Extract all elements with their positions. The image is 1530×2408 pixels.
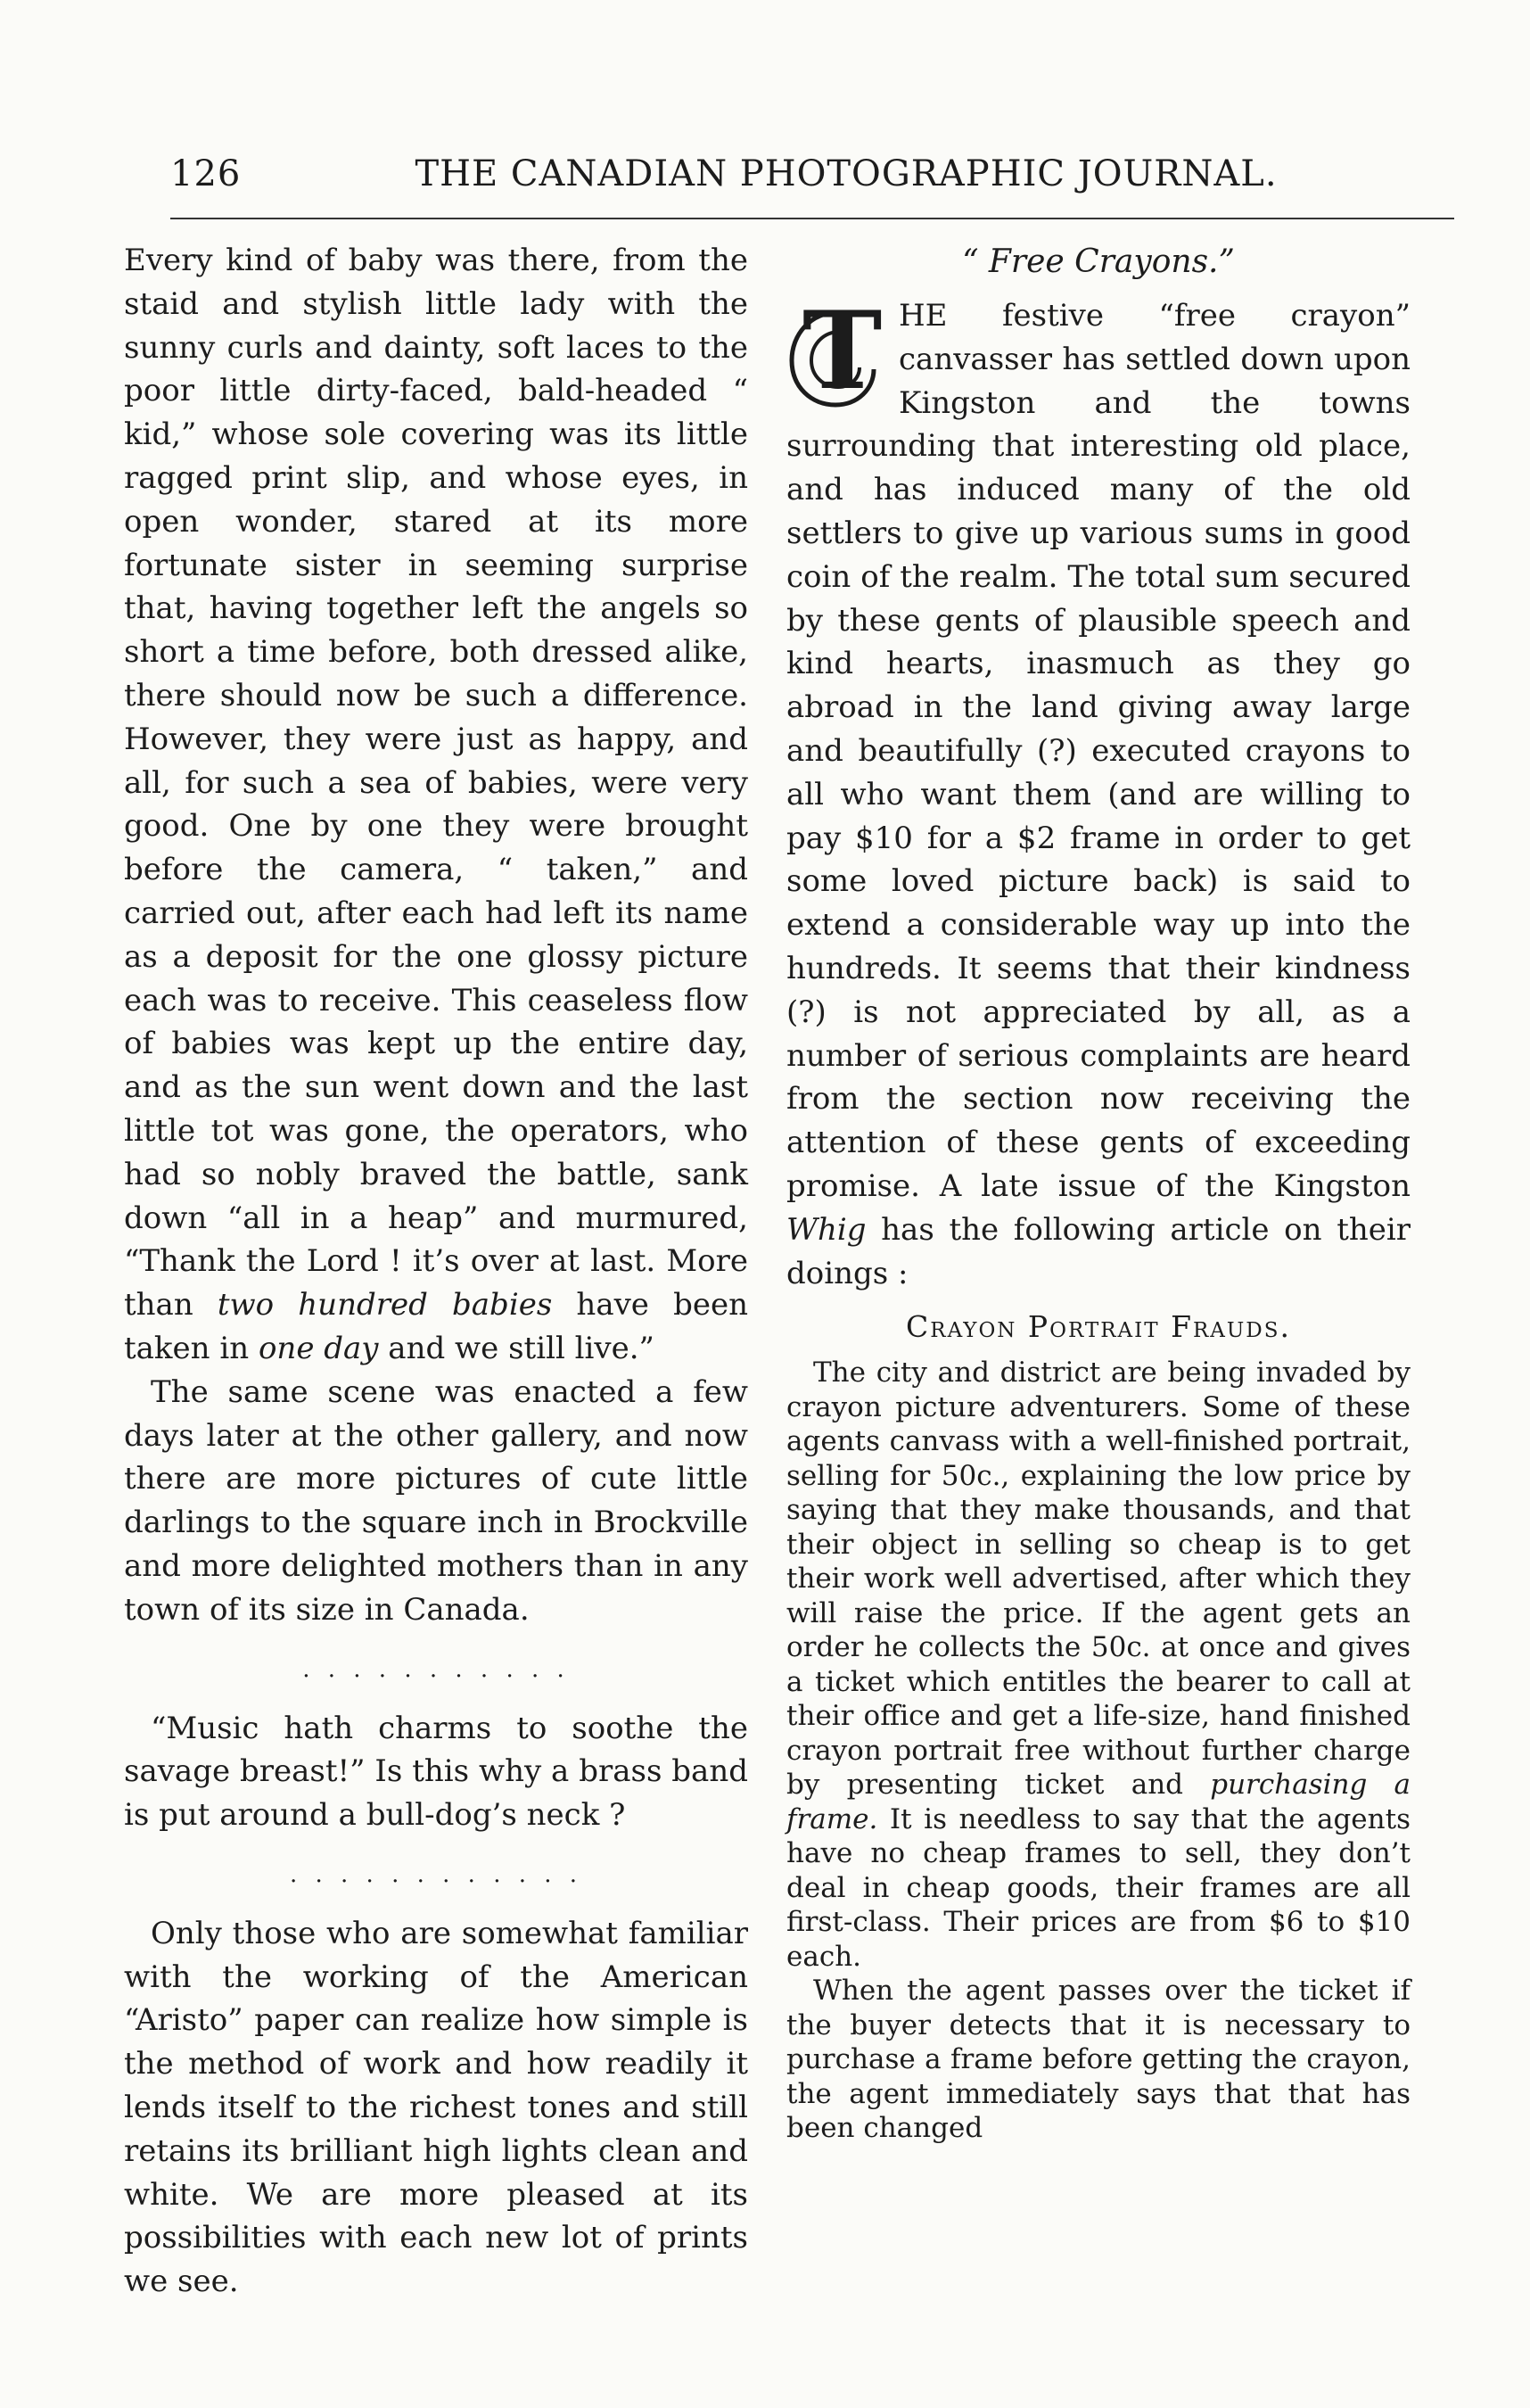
dropcap-letter: T	[802, 288, 883, 414]
section-title-text: “ Free Crayons.”	[962, 243, 1235, 280]
baby-day-text-2: have been taken in	[124, 1287, 748, 1366]
quoted-article-paragraph	[786, 1356, 1411, 1974]
dropcap	[786, 288, 888, 414]
aristo-paragraph: Only those who are somewhat familiar with the working of the American “Aristo” paper can realize how simple is the method of work and how readily it lends itself to the richest tones and still retains its brilliant high lights clean and white. We are more pleased at its possibilities with each new lot of prints we see.	[124, 1915, 748, 2300]
whig-emphasis: Whig	[786, 1211, 867, 1248]
right-column	[786, 239, 1411, 2146]
quoted-article-paragraph-2: When the agent passes over the ticket if the buyer detects that it is necessary to purchase a frame before getting the crayon, the agent immediately says that that has been changed	[786, 1975, 1411, 2145]
subheading: Crayon Portrait Frauds.	[906, 1309, 1291, 1345]
one-day-emphasis: one day	[258, 1330, 379, 1366]
music-paragraph: “Music hath charms to soothe the savage breast!” Is this why a brass band is put around a bull-dog’s neck ?	[124, 1710, 748, 1834]
baby-day-text: Every kind of baby was there, from the staid and stylish little lady with the sunny curls and dainty, soft laces to the poor little dirty-faced, bald-headed “ kid,” whose sole covering was its little ragged print slip, and whose eyes, in open wonder, stared at its more fortunate sister in seeming surprise that, having together left the angels so short a time before, both dressed alike, there should now be such a difference. However, they were just as happy, and all, for such a sea of babies, were very good. One by one they were brought before the camera, “ taken,” and carried out, after each had left its name as a deposit for the one glossy picture each was to receive. This ceaseless flow of babies was kept up the entire day, and as the sun went down and the last little tot was gone, the operators, who had so nobly braved the battle, sank down “all in a heap” and murmured, “Thank the Lord ! it’s over at last. More than	[124, 243, 748, 1324]
two-hundred-babies-emphasis: two hundred babies	[217, 1287, 553, 1324]
free-crayon-text-2: has the following article on their doings :	[786, 1211, 1411, 1291]
journal-title: THE CANADIAN PHOTOGRAPHIC JOURNAL.	[415, 153, 1278, 194]
free-crayon-paragraph	[786, 288, 1411, 1295]
page-header	[124, 152, 1408, 214]
left-column	[124, 239, 748, 2304]
same-scene-paragraph: The same scene was enacted a few days later at the other gallery, and now there are more pictures of cute little darlings to the square inch in Brockville and more delighted mothers than in any town of its size in Canada.	[124, 1373, 748, 1628]
intro-block	[786, 288, 1411, 1295]
quoted-article-text: The city and district are being invaded by crayon picture adventurers. Some of these agents canvass with a well-finished portrait, selling for 50c., explaining the low price by saying that they make thousands, and that their object in selling so cheap is to get their work well advertised, after which they will raise the price. If the agent gets an order he collects the 50c. at once and gives a ticket which entitles the bearer to call at their office and get a life-size, hand finished crayon portrait free without further charge by presenting ticket and	[786, 1357, 1411, 1802]
baby-day-paragraph	[124, 239, 748, 1371]
separator-dots-2: . . . . . . . . . . . .	[289, 1860, 583, 1888]
separator-dots: . . . . . . . . . . .	[302, 1655, 570, 1683]
quoted-article-text-2: It is needless to say that the agents have no cheap frames to sell, they don’t deal in cheap goods, their frames are all first-class. Their prices are from $6 to $10 each.	[786, 1802, 1411, 1973]
free-crayon-text: HE festive “free crayon” canvasser has settled down upon Kingston and the towns surrounding that interesting old place, and has induced many of the old settlers to give up various sums in good coin of the realm. The total sum secured by these gents of plausible speech and kind hearts, inasmuch as they go abroad in the land giving away large and beautifully (?) executed crayons to all who want them (and are willing to pay $10 for a $2 frame in order to get some loved picture back) is said to extend a considerable way up into the hundreds. It seems that their kindness (?) is not appreciated by all, as a number of serious complaints are heard from the section now receiving the attention of these gents of exceeding promise. A late issue of the Kingston	[786, 298, 1411, 1204]
page-number: 126	[170, 153, 242, 194]
header-rule	[170, 218, 1454, 219]
baby-day-text-3: and we still live.”	[378, 1330, 654, 1366]
purchasing-frame-emphasis: purchasing a frame.	[786, 1769, 1411, 1835]
section-title	[786, 239, 1411, 285]
